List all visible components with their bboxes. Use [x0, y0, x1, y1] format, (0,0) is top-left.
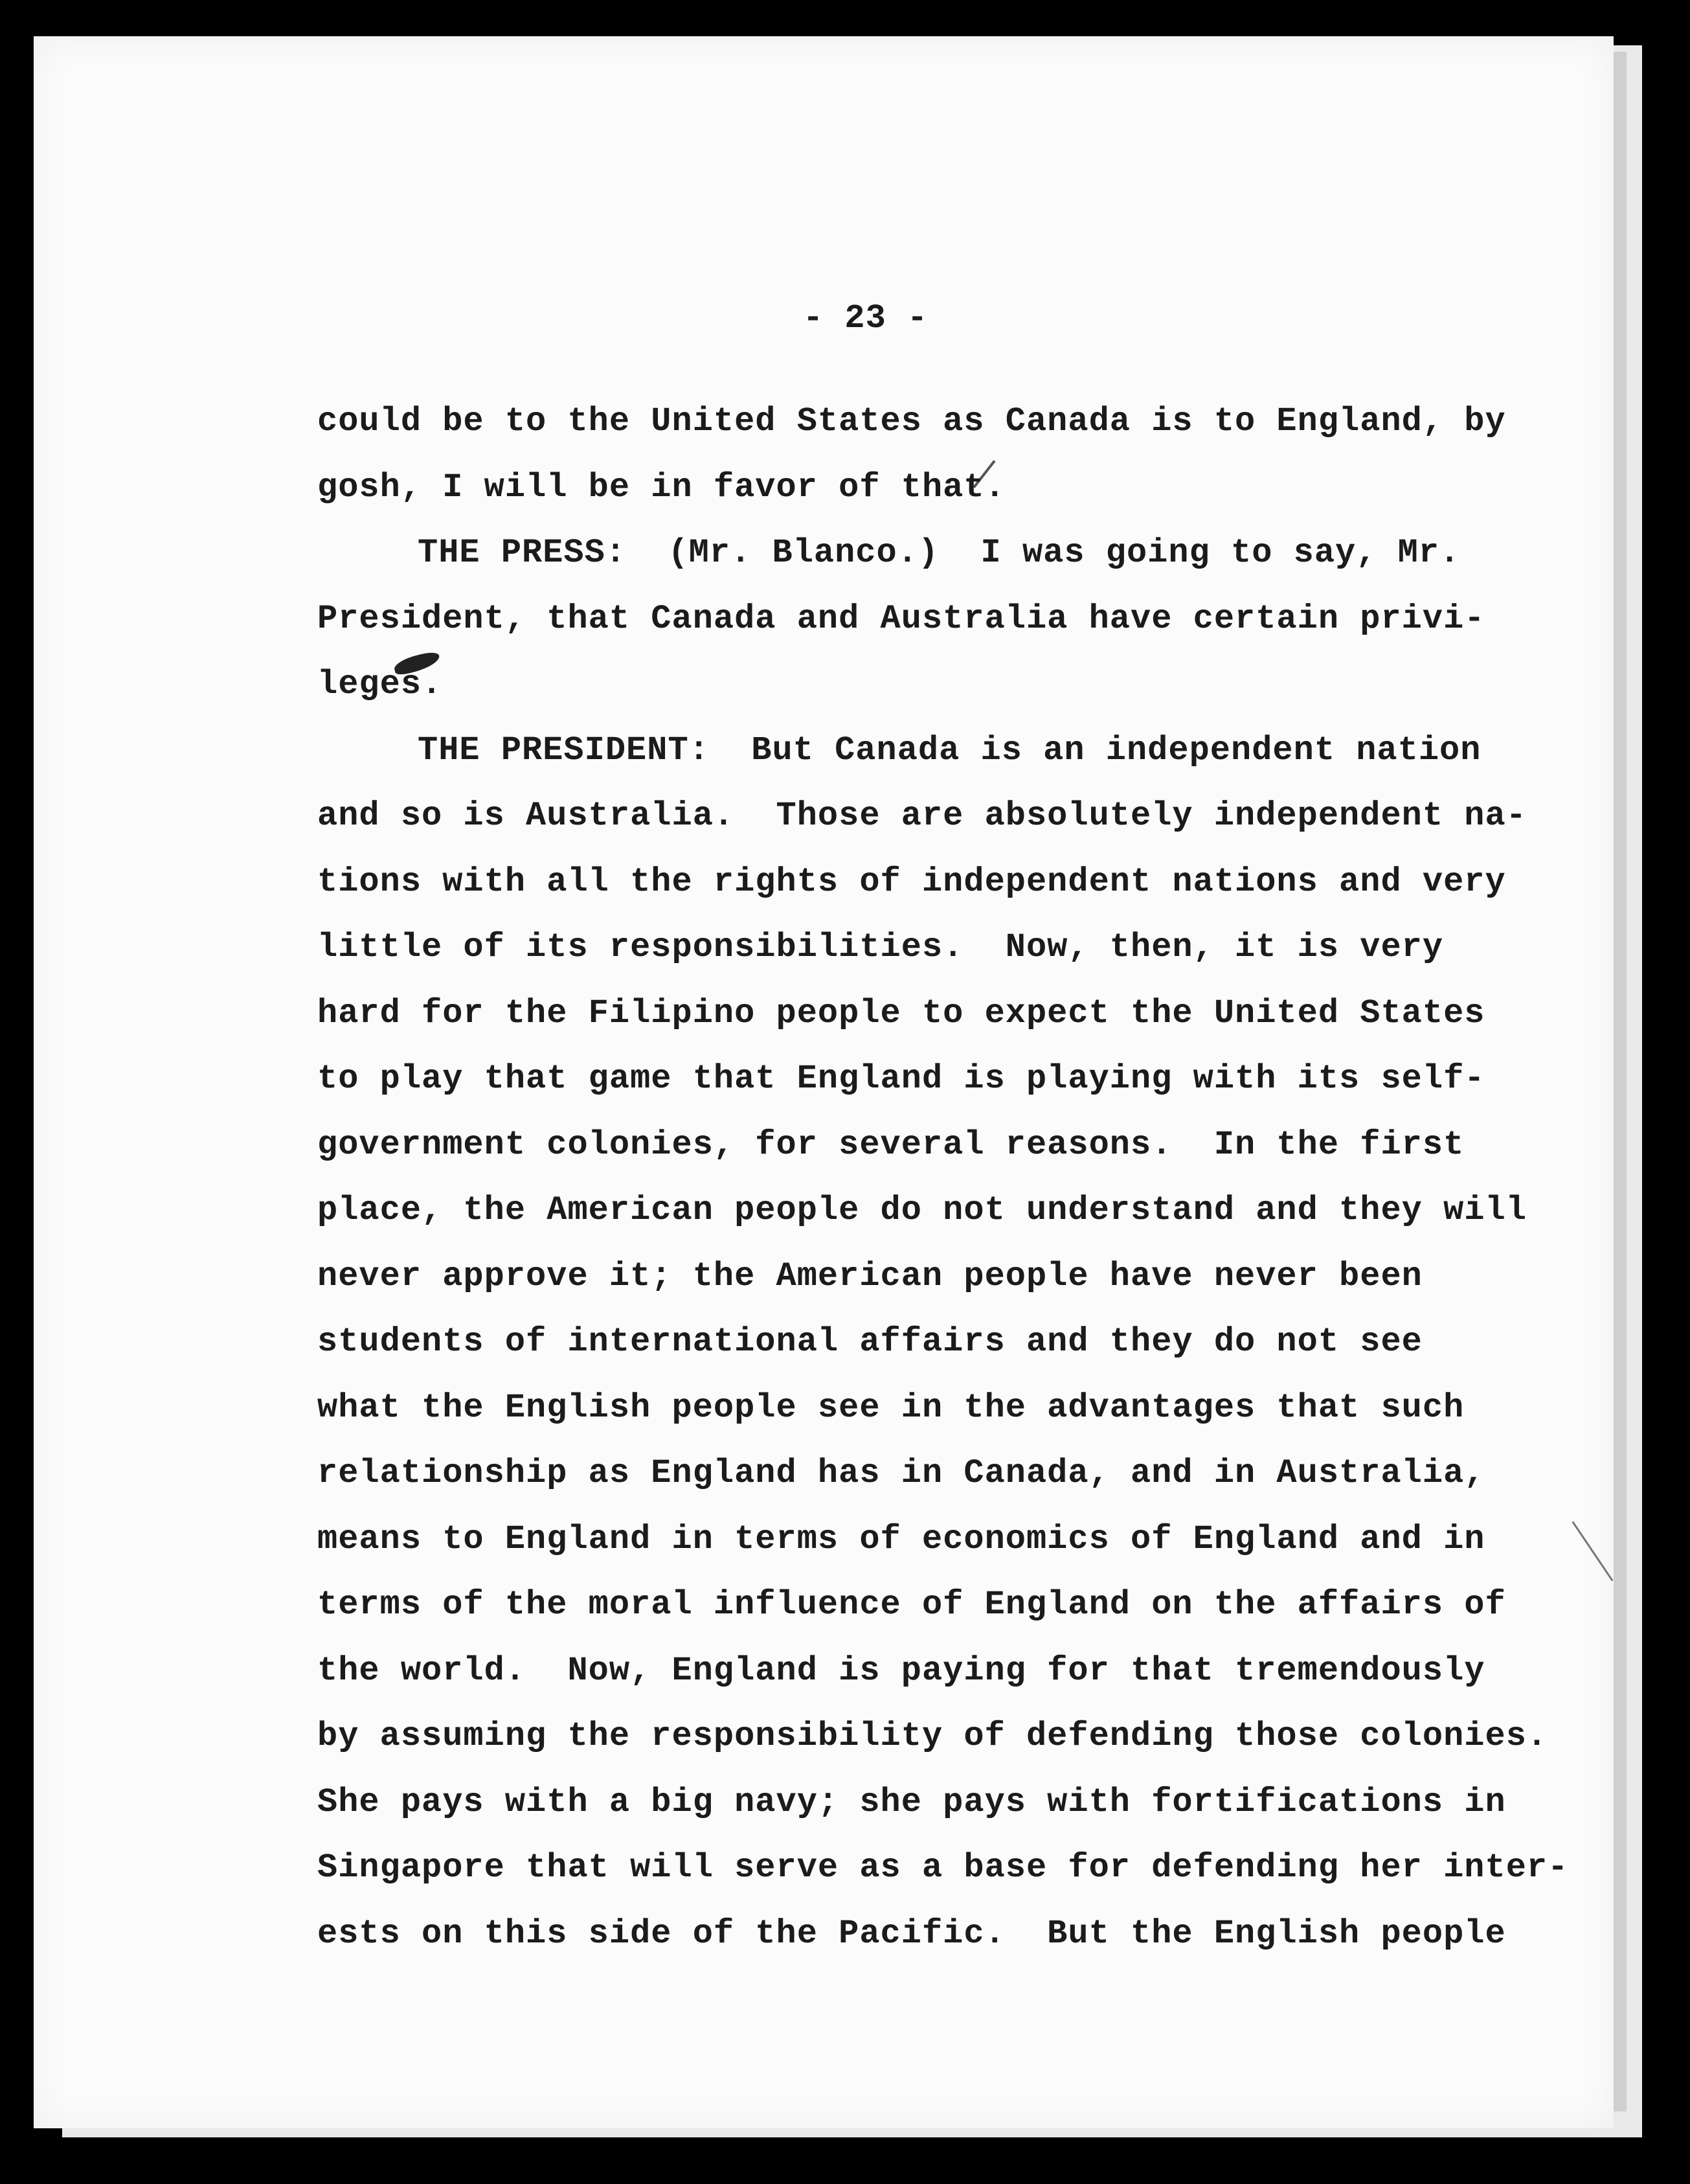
text-line: to play that game that England is playing with its self- [317, 1060, 1485, 1098]
transcript-body [317, 389, 1569, 1966]
text-line: by assuming the responsibility of defending those colonies. [317, 1717, 1548, 1755]
text-line: what the English people see in the advantages that such [317, 1388, 1465, 1427]
page-number: - 23 - [803, 299, 929, 337]
text-line: and so is Australia. Those are absolutely independent na- [317, 797, 1527, 835]
text-line: students of international affairs and they do not see [317, 1323, 1423, 1361]
text-line: tions with all the rights of independent nations and very [317, 862, 1506, 901]
text-line: hard for the Filipino people to expect the United States [317, 994, 1485, 1032]
text-line: government colonies, for several reasons. In the first [317, 1125, 1465, 1164]
text-line: She pays with a big navy; she pays with fortifications in [317, 1782, 1506, 1821]
page-edge [1614, 52, 1627, 2111]
text-line: means to England in terms of economics of England and in [317, 1519, 1485, 1558]
text-line: little of its responsibilities. Now, then, it is very [317, 928, 1444, 966]
text-line: the world. Now, England is paying for that tremendously [317, 1651, 1485, 1690]
text-line: never approve it; the American people have never been [317, 1257, 1423, 1295]
speaker-line-president: THE PRESIDENT: But Canada is an independent nation [418, 731, 1482, 769]
text-line: leges. [317, 665, 443, 703]
text-line: gosh, I will be in favor of that. [317, 468, 1006, 506]
text-line: relationship as England has in Canada, and in Australia, [317, 1454, 1485, 1492]
text-line: could be to the United States as Canada is to England, by [317, 402, 1506, 440]
text-line: President, that Canada and Australia have certain privi- [317, 599, 1485, 638]
text-line: Singapore that will serve as a base for defending her inter- [317, 1848, 1569, 1887]
text-line: place, the American people do not understand and they will [317, 1191, 1527, 1229]
text-line: ests on this side of the Pacific. But the English people [317, 1914, 1506, 1953]
text-line: terms of the moral influence of England on the affairs of [317, 1586, 1506, 1624]
speaker-line-press: THE PRESS: (Mr. Blanco.) I was going to say, Mr. [418, 534, 1461, 572]
